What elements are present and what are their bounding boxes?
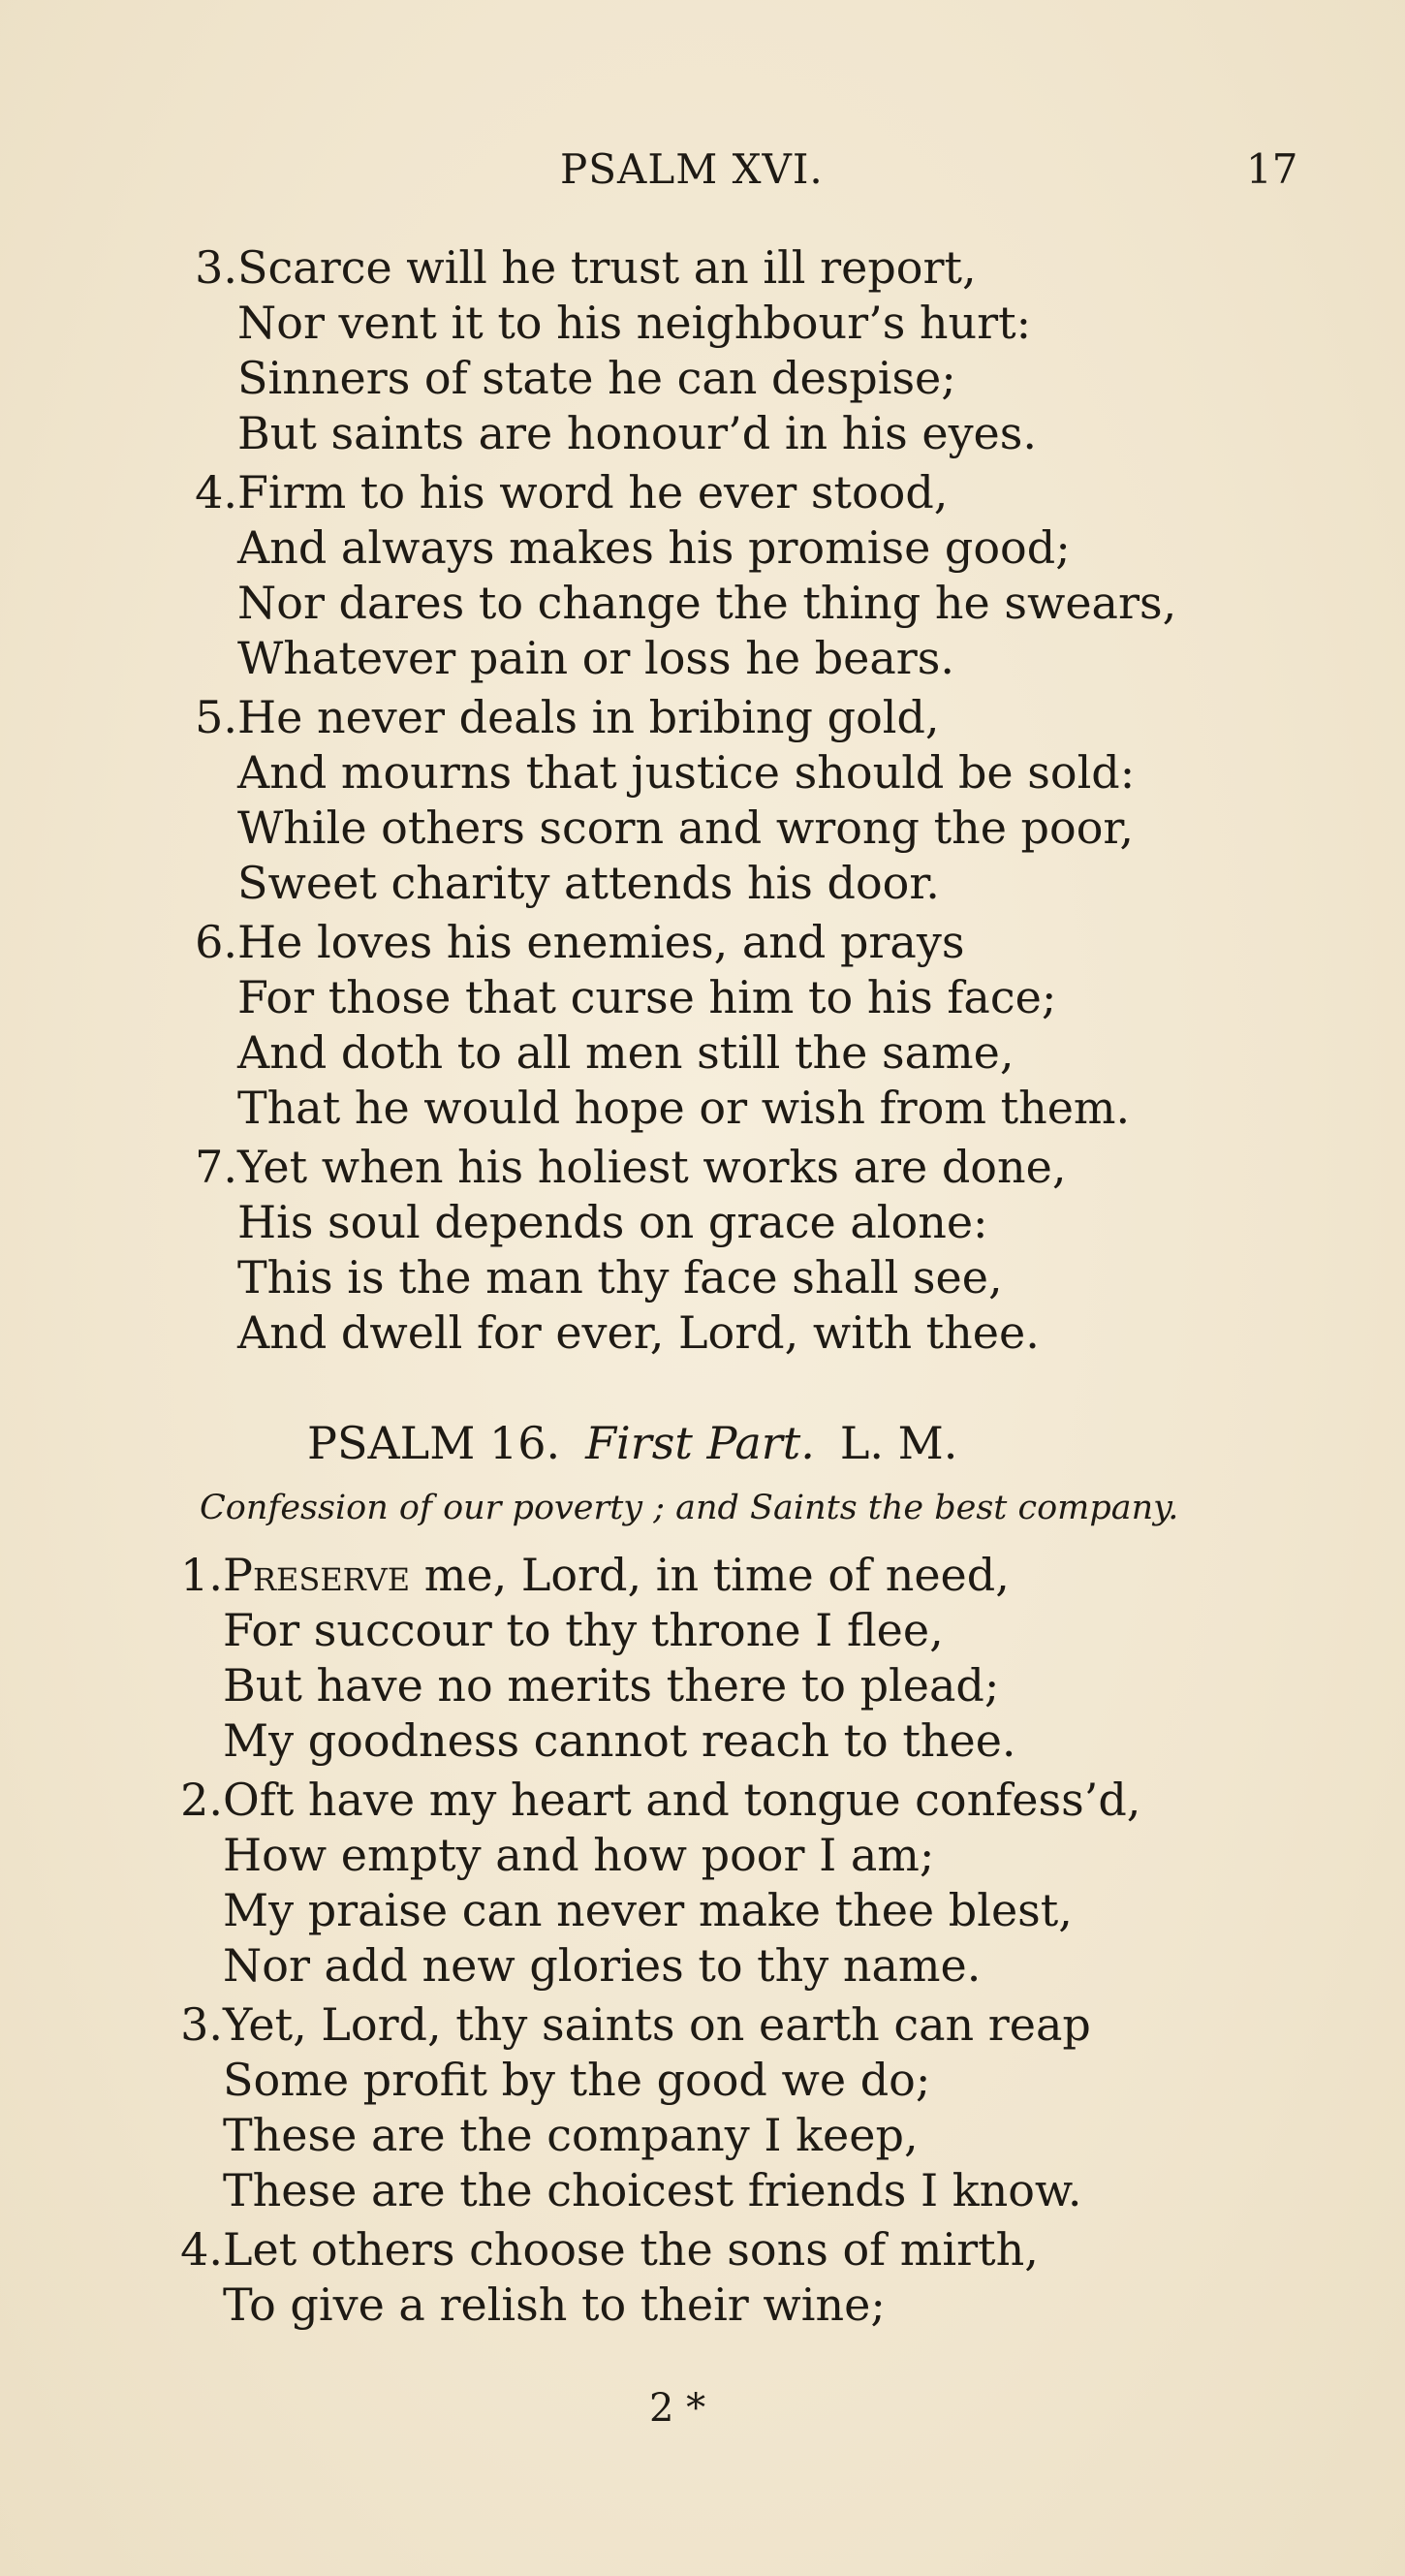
verse-line: My goodness cannot reach to thee. <box>223 1714 1016 1767</box>
verse-line: My praise can never make thee blest, <box>223 1884 1073 1936</box>
verse-line: While others scorn and wrong the poor, <box>237 801 1134 854</box>
verse-line: Oft have my heart and tongue confess’d, <box>223 1774 1141 1826</box>
verse-line: Let others choose the sons of mirth, <box>223 2223 1039 2276</box>
verse-line: This is the man thy face shall see, <box>237 1251 1003 1304</box>
stanza-6 <box>170 915 1235 1136</box>
verse-line <box>223 1548 1016 1603</box>
signature-mark: 2 * <box>649 2386 706 2431</box>
verse-line: Sinners of state he can despise; <box>237 352 956 404</box>
running-head: PSALM XVI. <box>560 145 824 193</box>
stanza-4 <box>170 465 1235 686</box>
initial-word: Preserve <box>223 1549 411 1601</box>
verse-line: To give a relish to their wine; <box>223 2278 886 2331</box>
verse-line: And doth to all men still the same, <box>237 1026 1015 1079</box>
verse-line: He loves his enemies, and prays <box>237 916 965 968</box>
verse-line: That he would hope or wish from them. <box>237 1082 1131 1134</box>
verse-line: Yet when his holiest works are done, <box>237 1141 1067 1193</box>
psalm-meter: L. M. <box>839 1417 958 1469</box>
stanza-number: 4. <box>180 2223 223 2276</box>
verse-line: His soul depends on grace alone: <box>237 1196 988 1248</box>
verse-line: Sweet charity attends his door. <box>237 857 940 909</box>
stanza-number: 1. <box>180 1549 223 1601</box>
psalm-heading <box>307 1417 957 1469</box>
verse-line: These are the company I keep, <box>223 2109 919 2161</box>
verse-line: And dwell for ever, Lord, with thee. <box>237 1306 1040 1359</box>
verse-line: But saints are honour’d in his eyes. <box>237 407 1038 459</box>
verse-line: Whatever pain or loss he bears. <box>237 632 955 684</box>
stanza-7 <box>170 1140 1235 1361</box>
stanza-number: 2. <box>180 1774 223 1826</box>
psalm-subtitle: Confession of our poverty ; and Saints the best company. <box>200 1489 1179 1527</box>
stanza-3 <box>170 240 1235 461</box>
stanza-number: 3. <box>180 1998 223 2051</box>
stanza-number: 4. <box>195 466 237 518</box>
psalm-title: PSALM 16. <box>307 1417 561 1469</box>
psalm16-stanza-4 <box>155 2222 1221 2333</box>
psalm-part: First Part. <box>585 1417 815 1469</box>
verse-line: Nor vent it to his neighbour’s hurt: <box>237 297 1032 349</box>
verse-line: For succour to thy throne I flee, <box>223 1604 944 1656</box>
first-line-rest: me, Lord, in time of need, <box>410 1549 1010 1601</box>
verse-line: Scarce will he trust an ill report, <box>237 241 977 294</box>
verse-line: Nor dares to change the thing he swears, <box>237 577 1177 629</box>
verse-line: And mourns that justice should be sold: <box>237 746 1136 799</box>
stanza-number: 3. <box>195 241 237 294</box>
psalm16-stanza-1 <box>155 1548 1221 1769</box>
verse-line: He never deals in bribing gold, <box>237 691 940 743</box>
psalm16-stanza-3 <box>155 1997 1221 2218</box>
verse-line: Firm to his word he ever stood, <box>237 466 949 518</box>
stanza-5 <box>170 690 1235 911</box>
verse-line: But have no merits there to plead; <box>223 1659 1000 1712</box>
psalm16-stanza-2 <box>155 1773 1221 1994</box>
stanza-number: 6. <box>195 916 237 968</box>
verse-line: How empty and how poor I am; <box>223 1829 935 1881</box>
verse-line: For those that curse him to his face; <box>237 971 1057 1023</box>
verse-line: Some profit by the good we do; <box>223 2054 931 2106</box>
stanza-number: 5. <box>195 691 237 743</box>
verse-line: These are the choicest friends I know. <box>223 2164 1082 2216</box>
stanza-number: 7. <box>195 1141 237 1193</box>
verse-line: And always makes his promise good; <box>237 521 1071 574</box>
page-number: 17 <box>1246 145 1298 193</box>
verse-line: Nor add new glories to thy name. <box>223 1939 982 1992</box>
verse-line: Yet, Lord, thy saints on earth can reap <box>223 1998 1091 2051</box>
